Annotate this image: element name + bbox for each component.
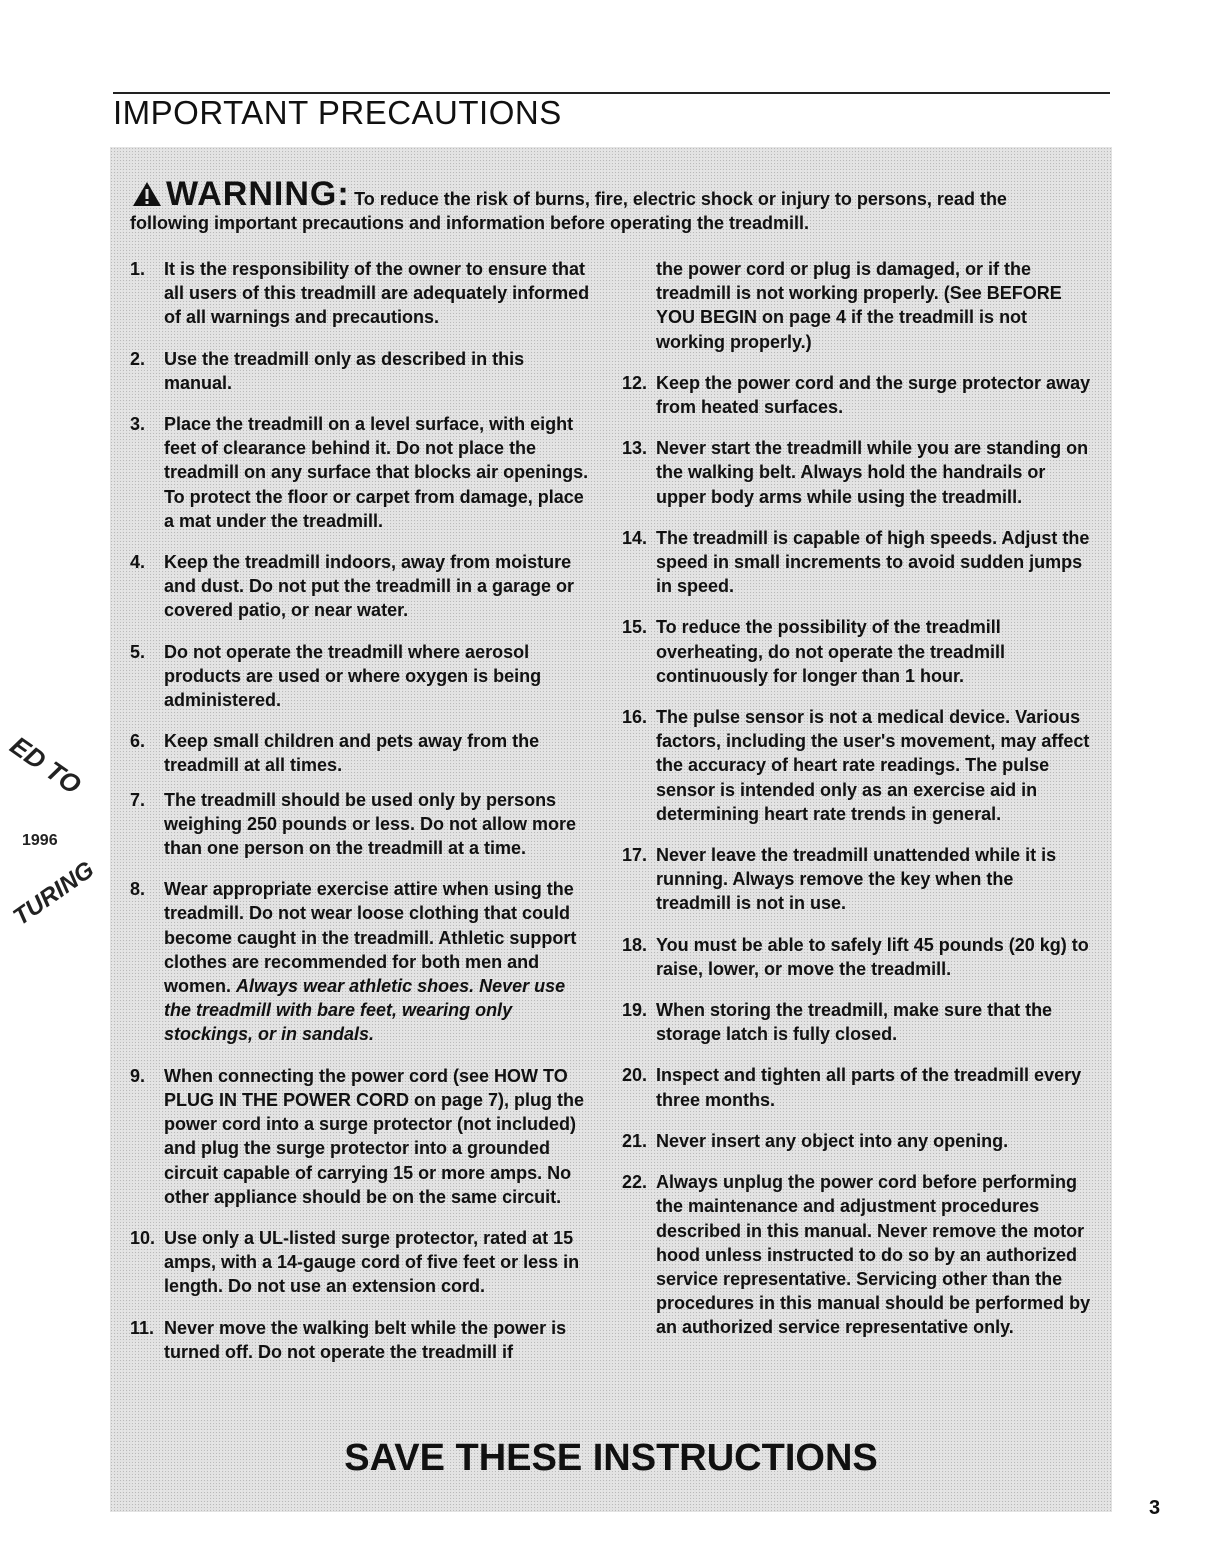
warning-intro: To reduce the risk of burns, fire, electric shock or injury to persons, read the	[354, 189, 1007, 209]
precaution-item	[622, 1063, 1092, 1111]
item-number: 12.	[622, 372, 648, 393]
precaution-item	[130, 877, 590, 1046]
page-title: IMPORTANT PRECAUTIONS	[113, 94, 562, 131]
item-number: 17.	[622, 845, 648, 866]
item-number: 6.	[130, 731, 146, 752]
item-text: Keep the treadmill indoors, away from moisture and dust. Do not put the treadmill in a garage or covered patio, or near water.	[164, 552, 575, 621]
item-text: It is the responsibility of the owner to ensure that all users of this treadmill are adequately informed of all warnings and precautions.	[164, 259, 590, 328]
item-number: 18.	[622, 934, 648, 955]
item-number: 3.	[130, 414, 146, 435]
item-number: 21.	[622, 1130, 648, 1151]
item-number: 16.	[622, 707, 648, 728]
precaution-item	[130, 1064, 590, 1209]
item-number: 2.	[130, 348, 146, 369]
item-number: 9.	[130, 1065, 146, 1086]
precaution-item	[622, 436, 1092, 509]
precaution-item	[622, 705, 1092, 826]
item-text: When storing the treadmill, make sure that the storage latch is fully closed.	[656, 1000, 1053, 1045]
item-text: Use the treadmill only as described in this manual.	[164, 348, 525, 393]
item-text: To reduce the possibility of the treadmill overheating, do not operate the treadmill continuously for longer than 1 hour.	[656, 617, 1006, 686]
margin-note-c: TURING	[8, 856, 100, 932]
item-number: 14.	[622, 527, 648, 548]
precaution-item	[622, 1129, 1092, 1153]
item-text: Keep the power cord and the surge protector away from heated surfaces.	[656, 372, 1091, 418]
item-text: Wear appropriate exercise attire when using the treadmill. Do not wear loose clothing that could become caught in the treadmill. Athletic support clothes are recommended for both men and women.	[164, 879, 577, 997]
item-text: The pulse sensor is not a medical device. Various factors, including the user's movement, may affect the accuracy of heart rate readings. The pulse sensor is intended only as an exercise aid in determining heart rate trends in general.	[656, 707, 1090, 824]
item-number: 20.	[622, 1065, 648, 1086]
margin-note-a: ED TO	[4, 730, 87, 801]
precaution-item	[130, 1226, 590, 1299]
precaution-item	[622, 998, 1092, 1046]
item-number: 22.	[622, 1172, 648, 1193]
item-number: 19.	[622, 1000, 648, 1021]
margin-note-b: 1996	[22, 832, 58, 849]
item-text: Always unplug the power cord before performing the maintenance and adjustment procedures described in this manual. Never remove the motor hood unless instructed to do so by an authorized service representative. Servicing other than the procedures in this manual should be performed by an authorized service representative only.	[656, 1172, 1091, 1338]
item-emphasis: Always wear athletic shoes. Never use the treadmill with bare feet, wearing only stockings, or in sandals.	[164, 976, 566, 1045]
item-text: Never move the walking belt while the power is turned off. Do not operate the treadmill if	[164, 1317, 567, 1362]
item-number: 13.	[622, 438, 648, 459]
warning-panel	[110, 147, 1112, 1512]
precaution-item	[622, 526, 1092, 599]
item-text: Never insert any object into any opening.	[656, 1130, 1009, 1151]
item-text: Never leave the treadmill unattended while it is running. Always remove the key when the treadmill is not in use.	[656, 845, 1057, 914]
item-text: Inspect and tighten all parts of the treadmill every three months.	[656, 1065, 1082, 1110]
precaution-item	[622, 615, 1092, 688]
item-text: When connecting the power cord (see HOW TO PLUG IN THE POWER CORD on page 7), plug the power cord into a surge protector (not included) and plug the surge protector into a grounded circuit capable of carrying 15 or more amps. No other appliance should be on the same circuit.	[164, 1065, 585, 1207]
item-number: 7.	[130, 789, 146, 810]
item-number: 1.	[130, 259, 146, 279]
item-number: 15.	[622, 617, 648, 638]
warning-line	[132, 175, 1007, 214]
item-number: 4.	[130, 552, 146, 573]
precaution-item	[130, 1316, 590, 1364]
page-number: 3	[1149, 1497, 1161, 1519]
item-text: Do not operate the treadmill where aerosol products are used or where oxygen is being administered.	[164, 641, 542, 711]
precaution-item	[622, 371, 1092, 419]
item-number: 10.	[130, 1227, 156, 1248]
precautions-right-column	[622, 257, 1092, 1357]
precaution-item	[130, 412, 590, 533]
item-text: Place the treadmill on a level surface, with eight feet of clearance behind it. Do not place the treadmill on any surface that blocks air openings. To protect the floor or carpet from damage, place a mat under the treadmill.	[164, 414, 589, 531]
item-text: Keep small children and pets away from the treadmill at all times.	[164, 731, 540, 776]
item-text: The treadmill should be used only by persons weighing 250 pounds or less. Do not allow more than one person on the treadmill at a time.	[164, 789, 577, 859]
item-number: 8.	[130, 879, 146, 900]
precautions-left-column	[130, 257, 590, 1381]
precaution-item	[622, 1170, 1092, 1339]
warning-intro-continued: following important precautions and information before operating the treadmill.	[130, 213, 810, 233]
item-text: You must be able to safely lift 45 pounds (20 kg) to raise, lower, or move the treadmill.	[656, 934, 1089, 979]
save-instructions: SAVE THESE INSTRUCTIONS	[344, 1437, 878, 1479]
precaution-item	[130, 729, 590, 777]
precaution-item	[130, 257, 590, 330]
precaution-item	[130, 347, 590, 395]
warning-label: WARNING:	[166, 175, 350, 213]
item-number: 5.	[130, 641, 146, 662]
warning-triangle-icon	[132, 181, 162, 212]
item-number: 11.	[130, 1317, 155, 1338]
precaution-item	[130, 550, 590, 623]
item-text: the power cord or plug is damaged, or if the treadmill is not working properly. (See BEFORE YOU BEGIN on page 4 if the treadmill is not working properly.)	[656, 259, 1062, 352]
precaution-item-continued	[622, 257, 1092, 354]
precaution-item	[622, 843, 1092, 916]
item-text: Never start the treadmill while you are standing on the walking belt. Always hold the handrails or upper body arms while using the treadmill.	[656, 438, 1089, 507]
item-text: Use only a UL-listed surge protector, rated at 15 amps, with a 14-gauge cord of five feet or less in length. Do not use an extension cord.	[164, 1227, 580, 1297]
precaution-item	[130, 788, 590, 861]
precaution-item	[130, 640, 590, 713]
precaution-item	[622, 933, 1092, 981]
item-text: The treadmill is capable of high speeds. Adjust the speed in small increments to avoid sudden jumps in speed.	[656, 527, 1090, 597]
